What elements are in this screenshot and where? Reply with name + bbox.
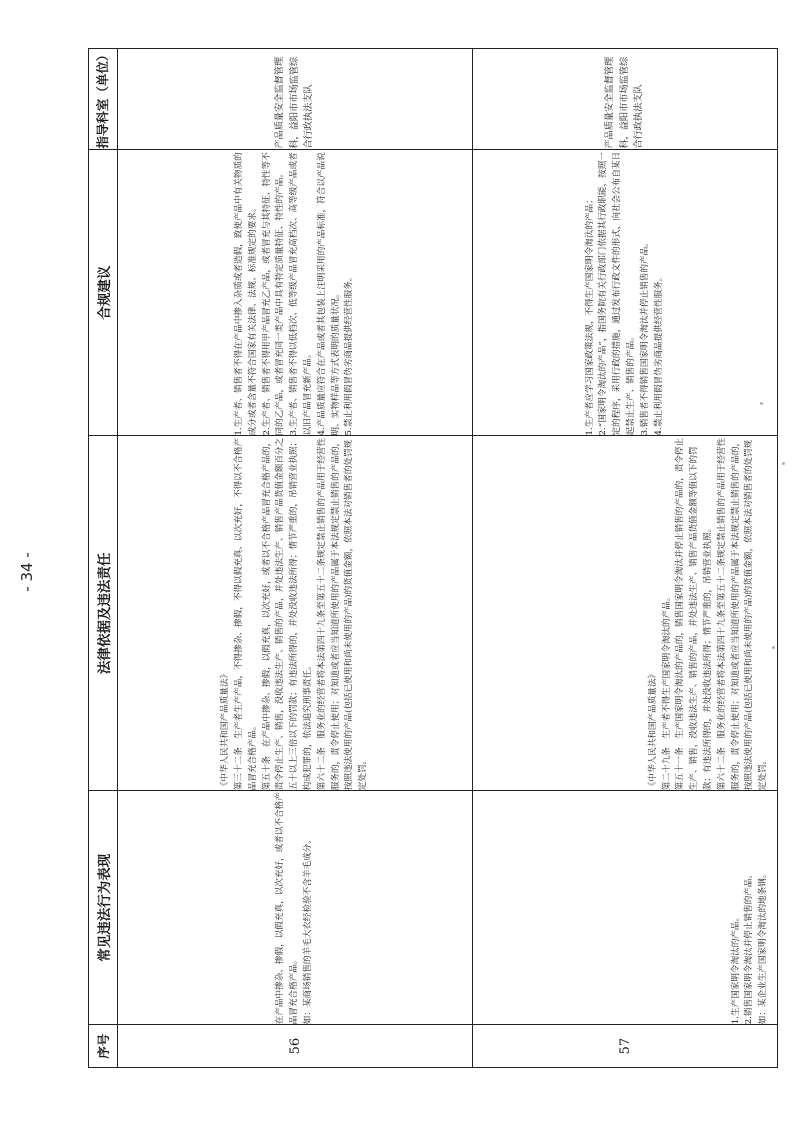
legal-basis-line: 第三十二条 生产者生产产品，不得掺杂、掺假，不得以假充真、以次充好，不得以不合格产品冒充合格产品。 — [233, 437, 258, 791]
legal-basis-line: 第五十条 在产品中掺杂、掺假，以假充真，以次充好，或者以不合格产品冒充合格产品的，责令停止生产、销售，没收违法生产、销售的产品，并处违法生产、销售产品货值金额百分之五十以上三倍以下的罚款；有违法所得的，并处没收违法所得；情节严重的，吊销营业执照；构成犯罪的，依法追究刑事责任。 — [261, 437, 313, 791]
advice-line: 4.禁止利用假冒伪劣商品提供经营性服务。 — [653, 272, 664, 436]
advice-cell — [118, 149, 473, 436]
advice-line: 3.销售者不得销售国家明令淘汰并停止销售的产品。 — [639, 238, 650, 436]
legal-basis-line: 《中华人民共和国产品质量法》 — [220, 669, 231, 791]
header-advice: 合规建议 — [89, 149, 118, 436]
advice-cell — [473, 149, 778, 436]
header-no: 序号 — [89, 1025, 118, 1068]
legal-basis-line: 第六十二条 服务业的经营者将本法第四十九条至第五十二条规定禁止销售的产品用于经营性服务的，责令停止使用；对知道或者应当知道所使用的产品属于本法规定禁止销售的产品的，按照违法使用的产品(包括已使用和尚未使用的产品)的货值金额，依照本法对销售者的处罚规定处罚。 — [716, 437, 769, 791]
table-row — [118, 49, 473, 1068]
advice-line: 1.生产者应学习国家政策法规，不得生产国家明令淘汰的产品； — [584, 195, 595, 436]
legal-basis-line: 第二十九条 生产者不得生产国家明令淘汰的产品。 — [661, 592, 672, 791]
behavior-cell — [118, 791, 473, 1025]
behavior-line: 2.销售国家明令淘汰并停止销售的产品。 — [744, 869, 755, 1025]
guide-unit-cell: 产品质量安全监督管理科，益阳市市场监管综合行政执法支队 — [118, 49, 473, 150]
page-number: - 34 - — [18, 552, 36, 592]
table-row — [473, 49, 778, 1068]
behavior-line: 1.生产国家明令淘汰的产品。 — [730, 912, 741, 1025]
legal-basis-line: 第五十一条 生产国家明令淘汰的产品的，销售国家明令淘汰并停止销售的产品的，责令停止生产、销售，没收违法生产、销售的产品，并处违法生产、销售产品货值金额等值以下的罚款；有违法所得的，并处没收违法所得；情节严重的，吊销营业执照。 — [675, 437, 714, 791]
row-number: 56 — [118, 1025, 473, 1068]
legal-basis-line: 第六十二条 服务业的经营者将本法第四十九条至第五十二条规定禁止销售的产品用于经营性服务的，责令停止使用；对知道或者应当知道所使用的产品属于本法规定禁止销售的产品的，按照违法使用的产品(包括已使用和尚未使用的产品)的货值金额，依照本法对销售者的处罚规定处罚。 — [316, 437, 369, 791]
advice-line: 5.禁止利用假冒伪劣商品提供经营性服务。 — [344, 272, 355, 436]
legal-basis-cell — [473, 436, 778, 791]
page-number-box — [18, 532, 48, 612]
regulation-table — [88, 48, 778, 1068]
behavior-line: 如：某商场销售的羊毛大衣经检验不含羊毛成分。 — [302, 835, 313, 1025]
behavior-cell — [473, 791, 778, 1025]
scan-speck — [760, 402, 763, 405]
legal-basis-cell — [118, 436, 473, 791]
legal-basis-line: 《中华人民共和国产品质量法》 — [647, 669, 658, 791]
header-guide-unit: 指导科室（单位） — [89, 49, 118, 150]
advice-line: 2.“国家明令淘汰的产品”，指国务院有关行政部门依据其行政职能，按照一定的程序，采用行政的措施，通过发布行政文件的形式，向社会公布自某日起禁止生产、销售的产品。 — [598, 151, 637, 436]
advice-line: 2.生产者、销售者不得用甲产品冒充乙产品，或者冒充与其特征、特性等不同的乙产品，或者冒充同一类产品中具有特定质量特征、特性的产品。 — [261, 152, 286, 436]
advice-line: 3.生产者、销售者不得以低档次、低等级产品冒充高档次、高等级产品或者以旧产品冒充新产品。 — [289, 152, 313, 436]
header-behavior: 常见违法行为表现 — [89, 791, 118, 1025]
advice-line: 4.产品质量应符合在产品或者其包装上注明采用的产品标准，符合以产品说明、实物样品等方式表明的质量状况。 — [316, 152, 341, 436]
behavior-line: 在产品中掺杂、掺假，以假充真，以次充好，或者以不合格产品冒充合格产品。 — [275, 792, 300, 1025]
row-number: 57 — [473, 1025, 778, 1068]
behavior-line: 如：某企业生产国家明令淘汰的地条钢。 — [758, 869, 769, 1025]
guide-unit-cell: 产品质量安全监督管理科，益阳市市场监管综合行政执法支队 — [473, 49, 778, 150]
scan-speck — [772, 646, 775, 649]
header-legal-basis: 法律依据及违法责任 — [89, 436, 118, 791]
advice-line: 1.生产者、销售者不得在产品中掺入杂质或者造假，致使产品中有关物质的成分或者含量不符合国家有关法律、法规、标准规定的要求。 — [233, 152, 258, 436]
rotated-table-page — [88, 48, 778, 1068]
table-header-row — [89, 49, 118, 1068]
scan-speck — [782, 462, 785, 465]
